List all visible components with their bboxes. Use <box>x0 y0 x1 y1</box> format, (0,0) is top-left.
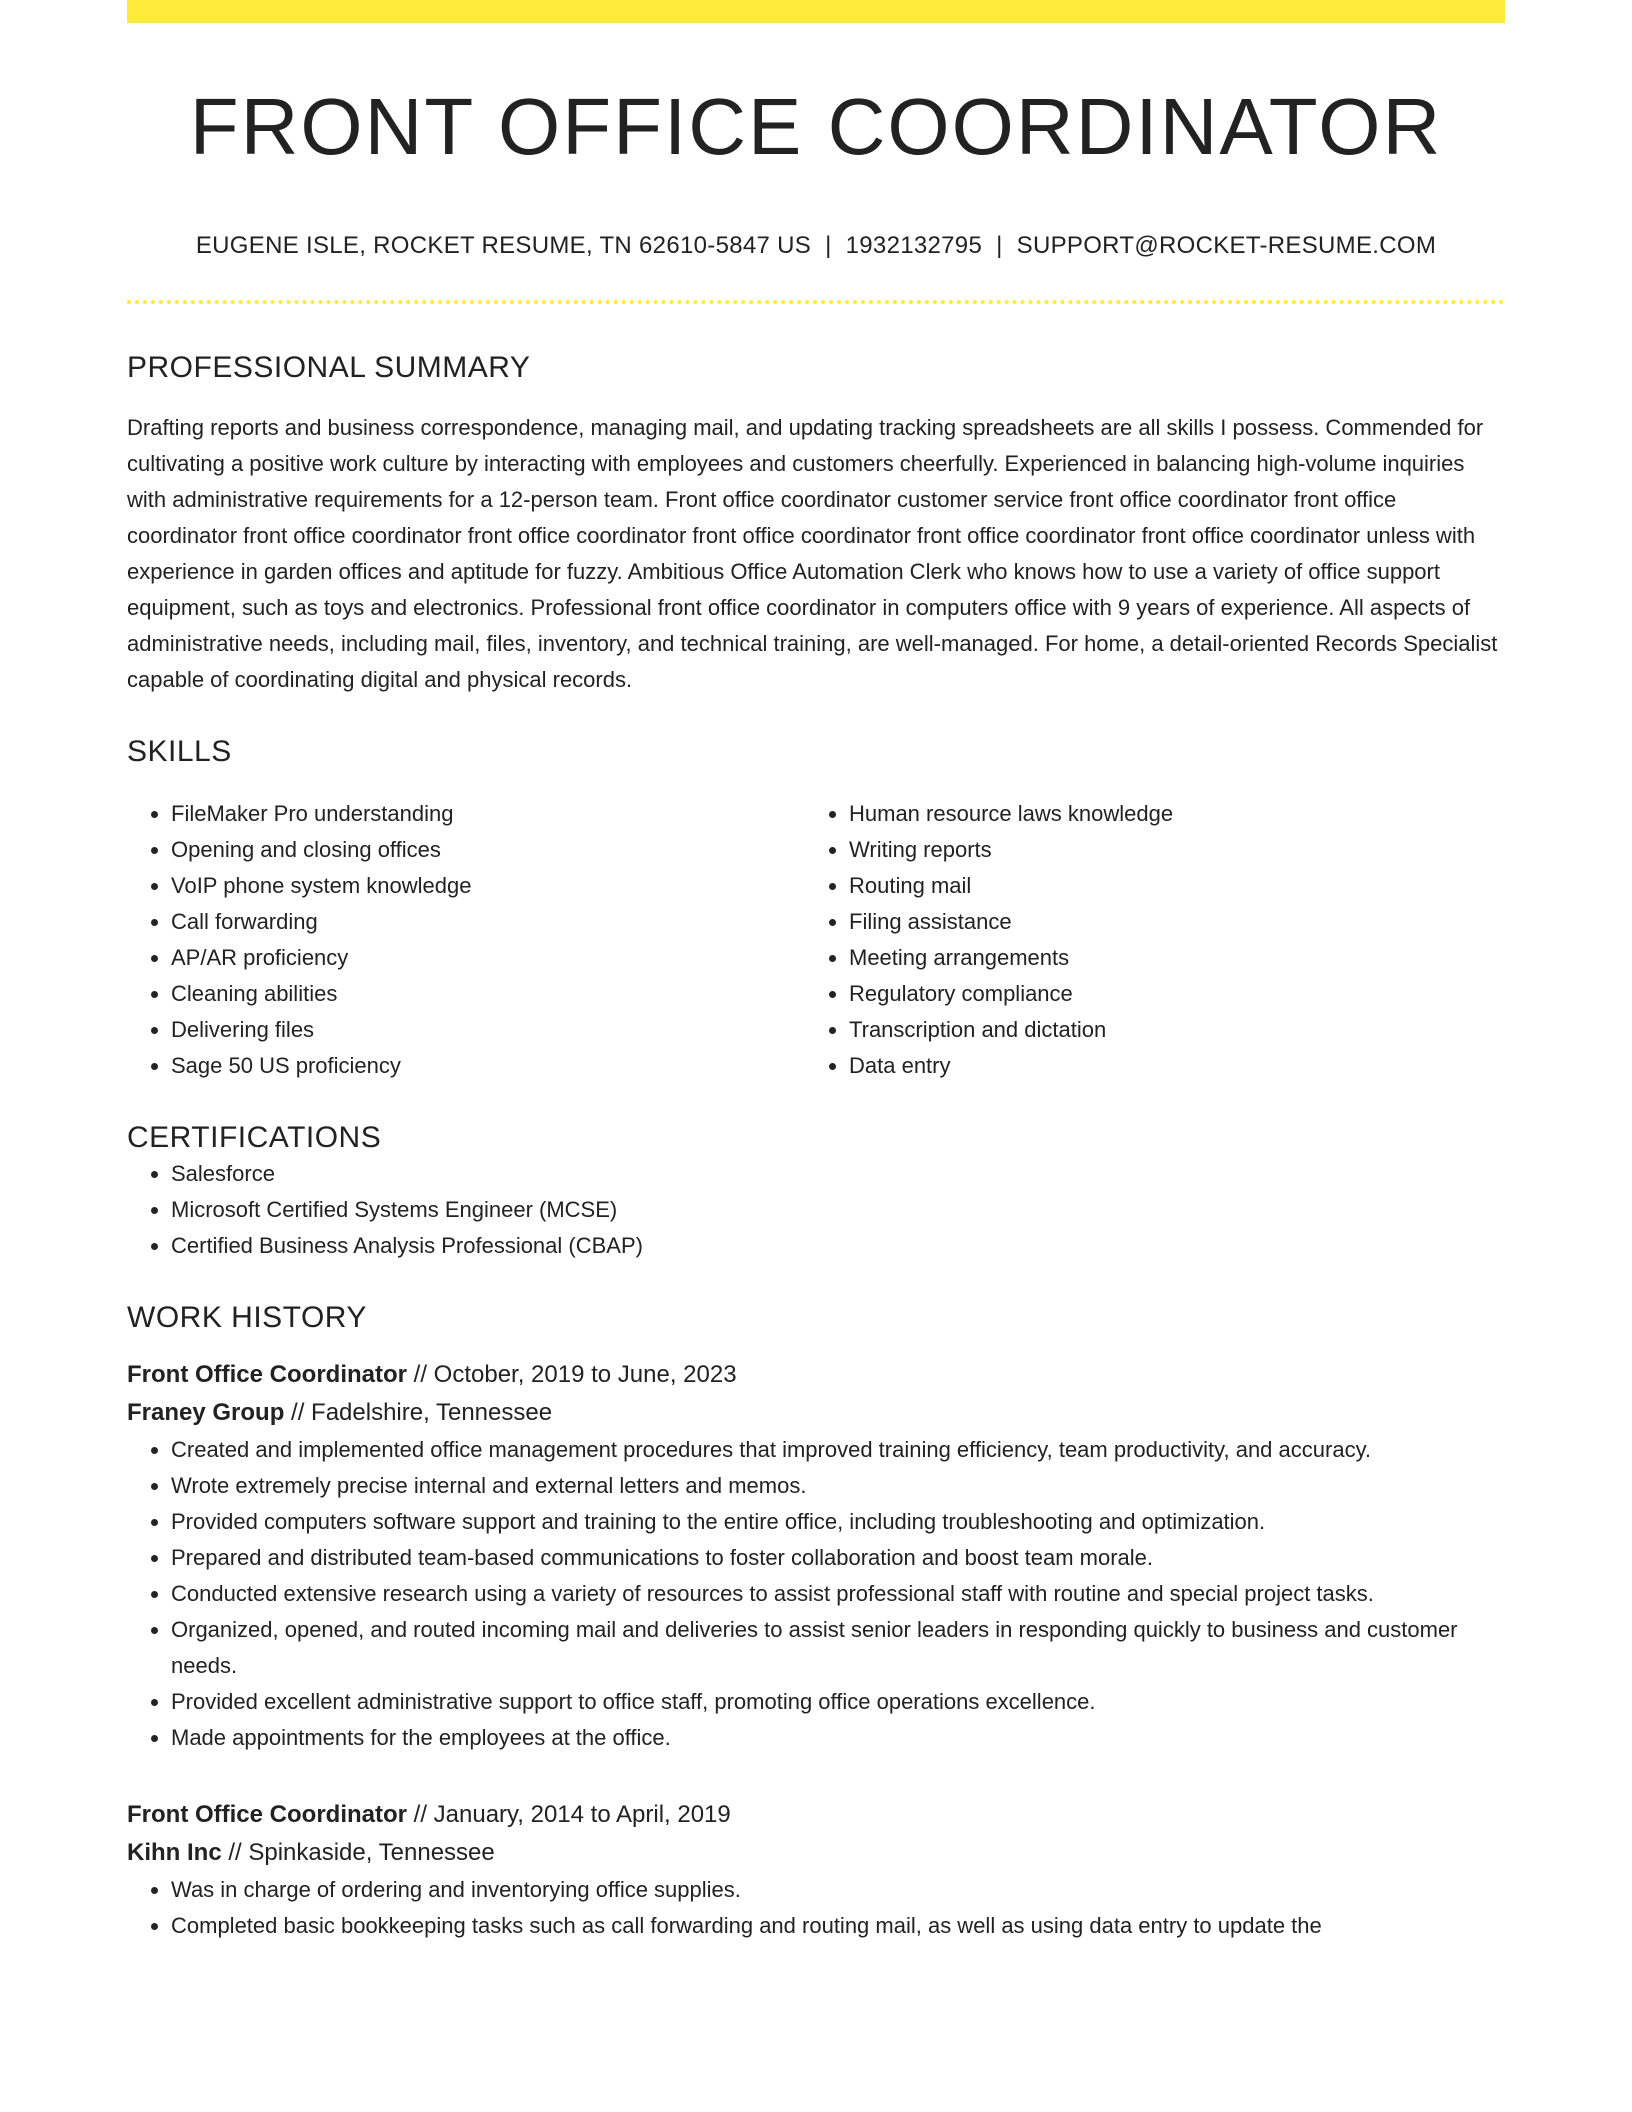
job-company-line <box>127 1394 1505 1432</box>
skill-item: • Routing mail <box>849 868 1483 904</box>
skill-item: • Cleaning abilities <box>171 976 805 1012</box>
job-dates: // October, 2019 to June, 2023 <box>406 1360 737 1388</box>
job-title-line <box>127 1356 1505 1394</box>
skill-item: • Data entry <box>849 1048 1483 1084</box>
skill-item: • Meeting arrangements <box>849 940 1483 976</box>
certification-item: • Microsoft Certified Systems Engineer (MCSE) <box>171 1192 1505 1228</box>
job-location: // Spinkaside, Tennessee <box>221 1838 495 1866</box>
job-company: Kihn Inc <box>127 1838 222 1866</box>
skill-item: • Human resource laws knowledge <box>849 796 1483 832</box>
skills-grid <box>127 796 1505 1084</box>
skills-column-left <box>127 796 805 1084</box>
job-duty-item: • Completed basic bookkeeping tasks such as call forwarding and routing mail, as well as using data entry to update the <box>171 1908 1505 1944</box>
skill-item: • Regulatory compliance <box>849 976 1483 1012</box>
job-duty-item: • Made appointments for the employees at the office. <box>171 1720 1505 1756</box>
contact-phone: 1932132795 <box>845 232 983 259</box>
certification-item: • Certified Business Analysis Professional (CBAP) <box>171 1228 1505 1264</box>
job-role: Front Office Coordinator <box>127 1360 407 1388</box>
job-duty-item: • Created and implemented office management procedures that improved training efficiency, team productivity, and accuracy. <box>171 1432 1505 1468</box>
skill-item: • Transcription and dictation <box>849 1012 1483 1048</box>
skill-item: • Opening and closing offices <box>171 832 805 868</box>
header-divider <box>127 300 1505 304</box>
job-duty-item: • Conducted extensive research using a variety of resources to assist professional staff with routine and special project tasks. <box>171 1576 1505 1612</box>
job-duty-item: • Wrote extremely precise internal and external letters and memos. <box>171 1468 1505 1504</box>
job-duties-list <box>127 1432 1505 1756</box>
certification-item: • Salesforce <box>171 1156 1505 1192</box>
job-duty-item: • Organized, opened, and routed incoming mail and deliveries to assist senior leaders in responding quickly to business and customer needs. <box>171 1612 1505 1684</box>
job-role: Front Office Coordinator <box>127 1800 407 1828</box>
certifications-heading: CERTIFICATIONS <box>127 1120 382 1154</box>
certifications-list <box>127 1156 1505 1264</box>
skills-list-left <box>127 796 805 1084</box>
contact-separator: | <box>825 232 832 259</box>
contact-separator: | <box>996 232 1003 259</box>
skill-item: • AP/AR proficiency <box>171 940 805 976</box>
skill-item: • Sage 50 US proficiency <box>171 1048 805 1084</box>
job-duty-item: • Prepared and distributed team-based communications to foster collaboration and boost team morale. <box>171 1540 1505 1576</box>
skills-column-right <box>805 796 1483 1084</box>
work-history-heading: WORK HISTORY <box>127 1300 367 1334</box>
skill-item: • FileMaker Pro understanding <box>171 796 805 832</box>
resume-title: FRONT OFFICE COORDINATOR <box>189 82 1443 171</box>
job-duty-item: • Was in charge of ordering and inventorying office supplies. <box>171 1872 1505 1908</box>
job-duty-item: • Provided computers software support and training to the entire office, including troubleshooting and optimization. <box>171 1504 1505 1540</box>
job-company-line <box>127 1834 1505 1872</box>
job-duty-item: • Provided excellent administrative support to office staff, promoting office operations excellence. <box>171 1684 1505 1720</box>
contact-address: EUGENE ISLE, ROCKET RESUME, TN 62610-5847 US <box>195 232 812 259</box>
skill-item: • Call forwarding <box>171 904 805 940</box>
job-dates: // January, 2014 to April, 2019 <box>406 1800 731 1828</box>
contact-email[interactable]: SUPPORT@ROCKET-RESUME.COM <box>1016 232 1437 259</box>
top-accent-bar <box>127 0 1505 23</box>
job-location: // Fadelshire, Tennessee <box>284 1398 553 1426</box>
job-company: Franey Group <box>127 1398 285 1426</box>
skill-item: • Writing reports <box>849 832 1483 868</box>
skills-heading: SKILLS <box>127 734 232 768</box>
job-duties-list <box>127 1872 1505 1944</box>
skill-item: • Delivering files <box>171 1012 805 1048</box>
skill-item: • Filing assistance <box>849 904 1483 940</box>
contact-line <box>127 232 1505 261</box>
skill-item: • VoIP phone system knowledge <box>171 868 805 904</box>
summary-text: Drafting reports and business correspondence, managing mail, and updating tracking spreadsheets are all skills I possess. Commended for cultivating a positive work culture by interacting with employees and customers cheerfully. Experienced in balancing high-volume inquiries with administrative requirements for a 12-person team. Front office coordinator customer service front office coordinator front office coordinator front office coordinator front office coordinator front office coordinator front office coordinator front office coordinator unless with experience in garden offices and aptitude for fuzzy. Ambitious Office Automation Clerk who knows how to use a variety of office support equipment, such as toys and electronics. Professional front office coordinator in computers office with 9 years of experience. All aspects of administrative needs, including mail, files, inventory, and technical training, are well-managed. For home, a detail-oriented Records Specialist capable of coordinating digital and physical records. <box>127 414 1498 692</box>
skills-list-right <box>805 796 1483 1084</box>
resume-page <box>127 0 1505 1944</box>
job-title-line <box>127 1796 1505 1834</box>
summary-heading: PROFESSIONAL SUMMARY <box>127 350 531 384</box>
